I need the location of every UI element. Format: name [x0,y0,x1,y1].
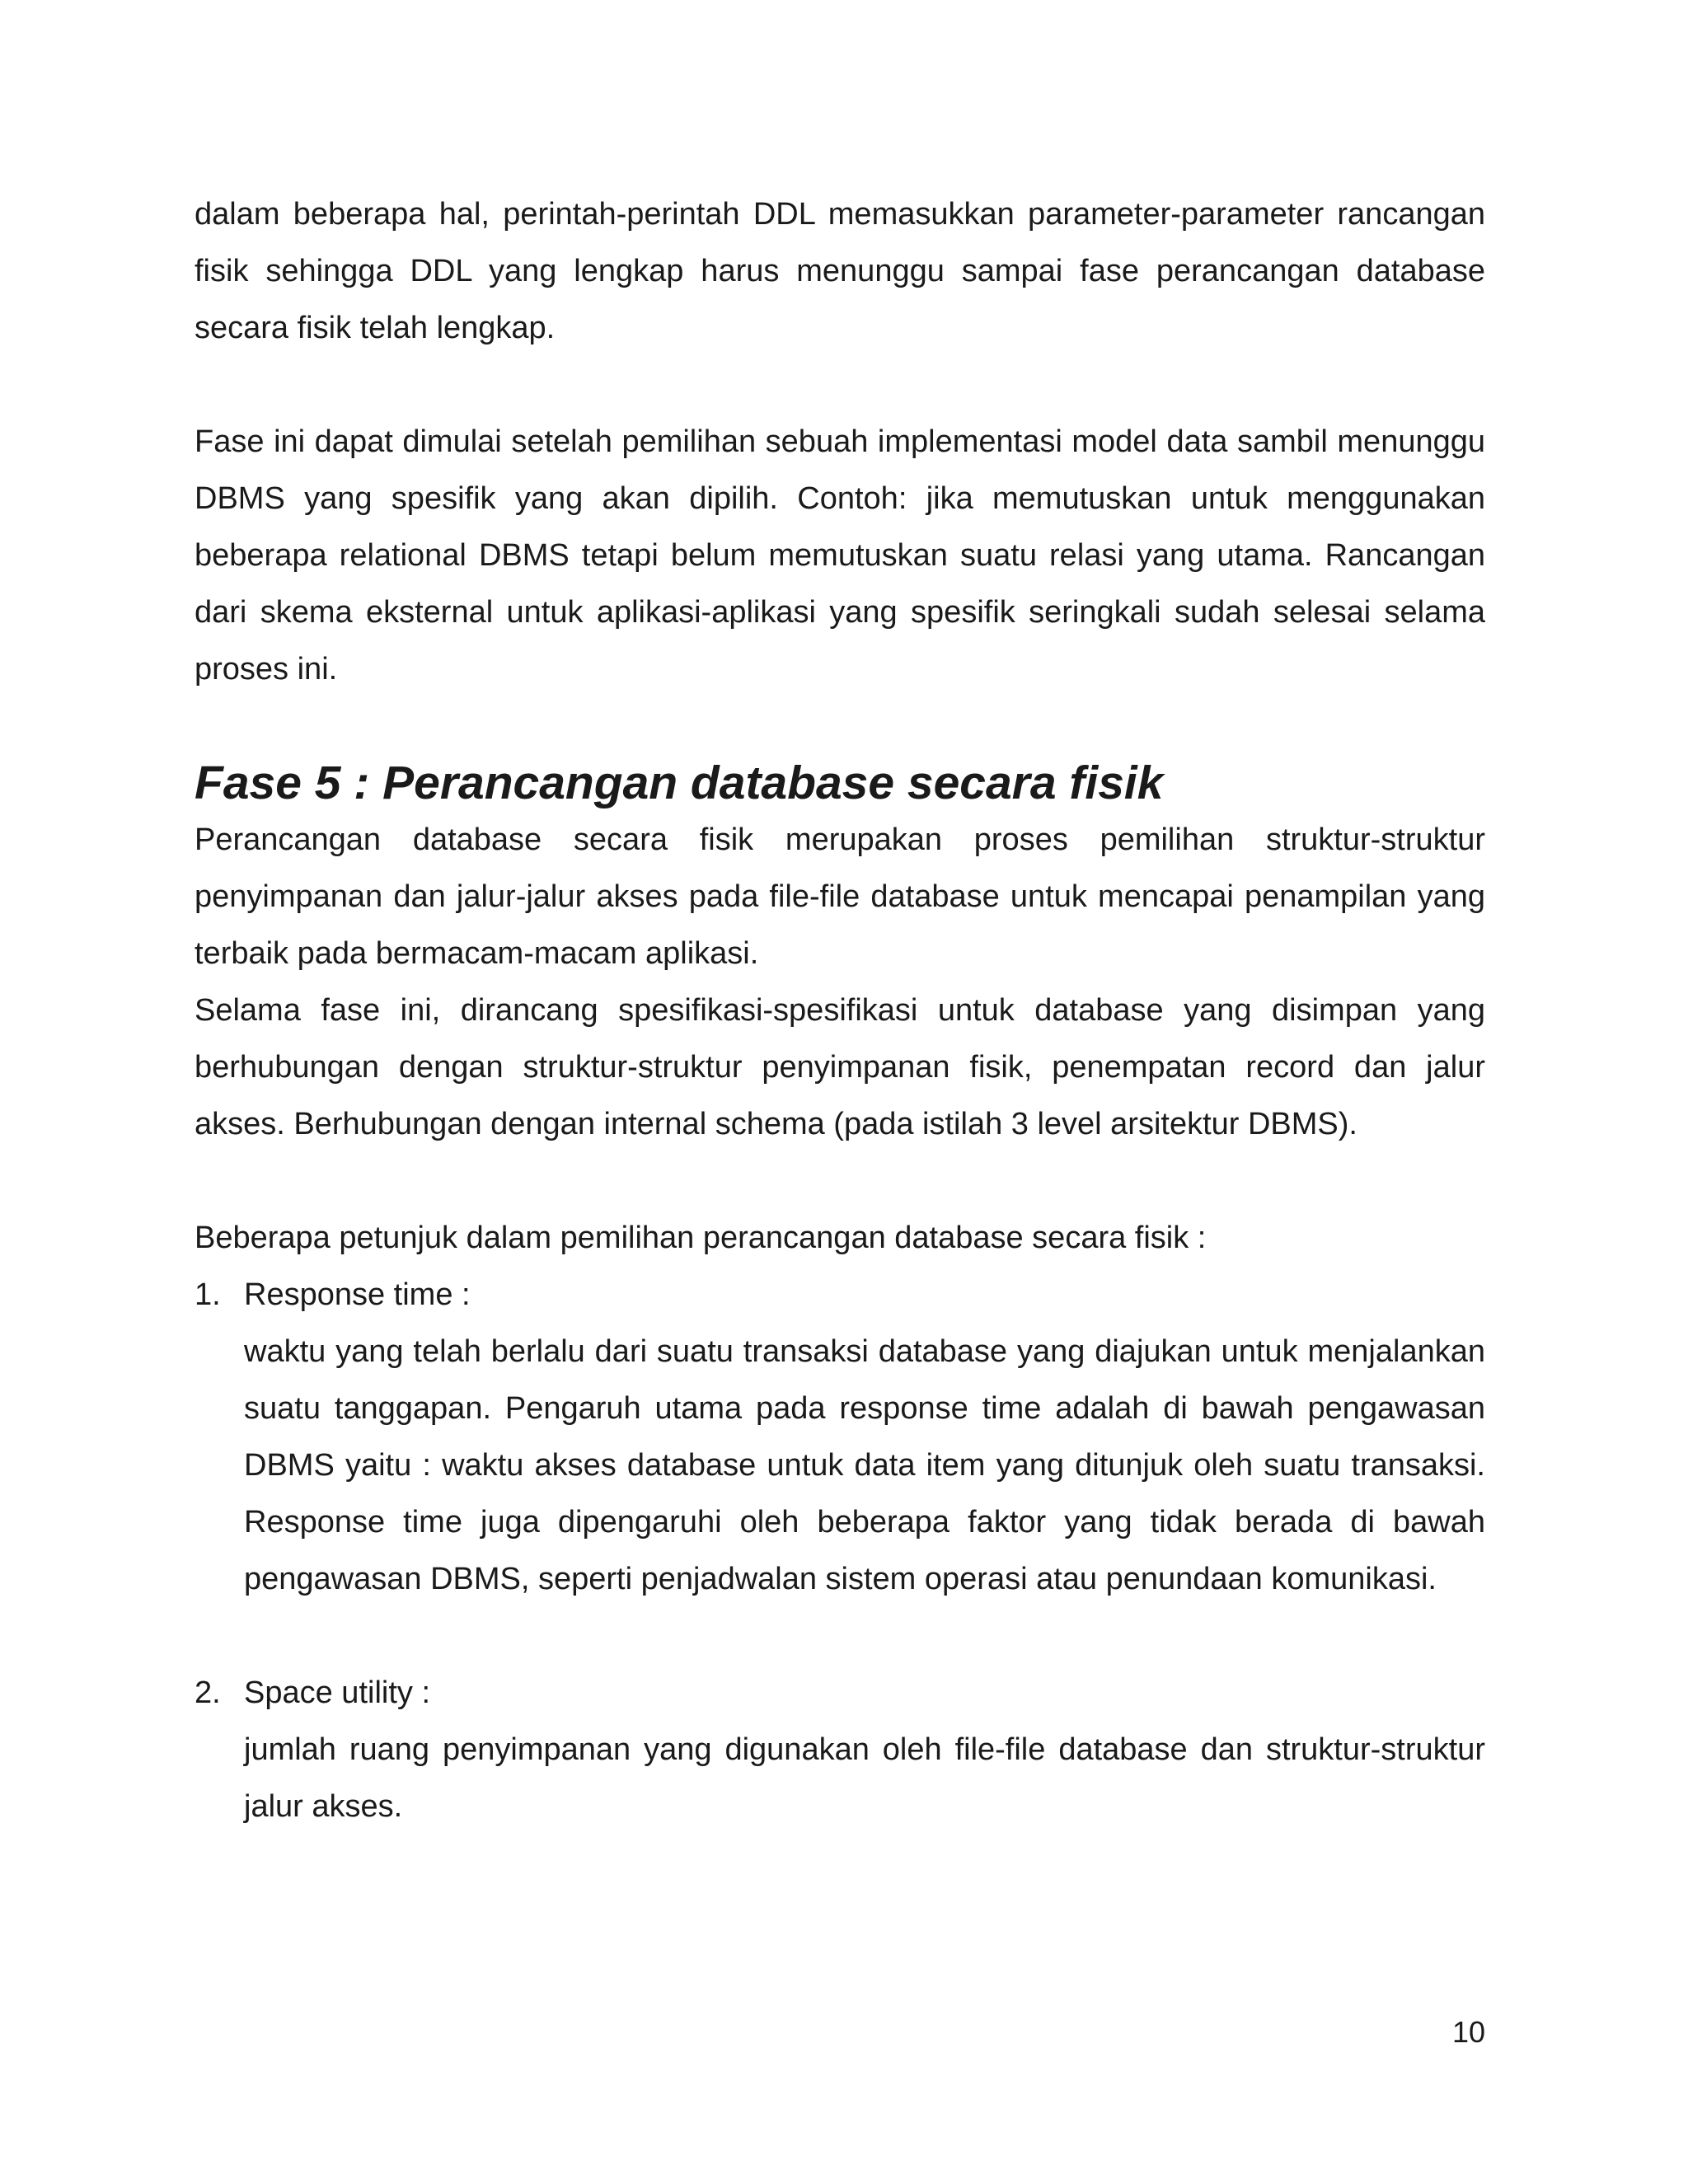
paragraph-phase-details: Selama fase ini, dirancang spesifikasi-spesifikasi untuk database yang disimpan yang berhubungan dengan struktur-struktur penyimpanan fisik, penempatan record dan jalur akses. Berhubungan dengan internal schema (pada istilah 3 level arsitektur DBMS). [195,993,1485,1141]
list-item-body: waktu yang telah berlalu dari suatu transaksi database yang diajukan untuk menjalankan suatu tanggapan. Pengaruh utama pada response time adalah di bawah pengawasan DBMS yaitu : waktu akses database untuk data item yang ditunjuk oleh suatu transaksi. Response time juga dipengaruhi oleh beberapa faktor yang tidak berada di bawah pengawasan DBMS, seperti penjadwalan sistem operasi atau penundaan komunikasi. [244,1334,1485,1596]
page-number: 10 [1451,2015,1485,2049]
list-item-number: 2. [195,1675,221,1710]
list-item-title: Response time : [244,1277,471,1312]
guidelines-list [195,1267,1485,1835]
paragraph-spacer [195,357,1485,414]
list-item [195,1267,1485,1608]
document-page [195,186,1485,1835]
paragraph-ddl: dalam beberapa hal, perintah-perintah DDL memasukkan parameter-parameter rancangan fisik sehingga DDL yang lengkap harus menunggu sampai fase perancangan database secara fisik telah lengkap. [195,197,1485,345]
paragraph-fase-intro: Fase ini dapat dimulai setelah pemilihan sebuah implementasi model data sambil menunggu DBMS yang spesifik yang akan dipilih. Contoh: jika memutuskan untuk menggunakan beberapa relational DBMS tetapi belum memutuskan suatu relasi yang utama. Rancangan dari skema eksternal untuk aplikasi-aplikasi yang spesifik seringkali sudah selesai selama proses ini. [195,424,1485,687]
list-spacer [195,1608,1485,1665]
paragraph-guidelines-intro: Beberapa petunjuk dalam pemilihan perancangan database secara fisik : [195,1221,1207,1255]
list-item-number: 1. [195,1277,221,1312]
paragraph-spacer [195,1153,1485,1210]
list-item [195,1665,1485,1835]
list-item-title: Space utility : [244,1675,430,1710]
paragraph-spacer [195,698,1485,755]
paragraph-definition: Perancangan database secara fisik merupakan proses pemilihan struktur-struktur penyimpanan dan jalur-jalur akses pada file-file database untuk mencapai penampilan yang terbaik pada bermacam-macam aplikasi. [195,823,1485,971]
section-heading: Fase 5 : Perancangan database secara fisik [195,757,1164,809]
list-item-body: jumlah ruang penyimpanan yang digunakan oleh file-file database dan struktur-struktur jalur akses. [244,1732,1485,1824]
